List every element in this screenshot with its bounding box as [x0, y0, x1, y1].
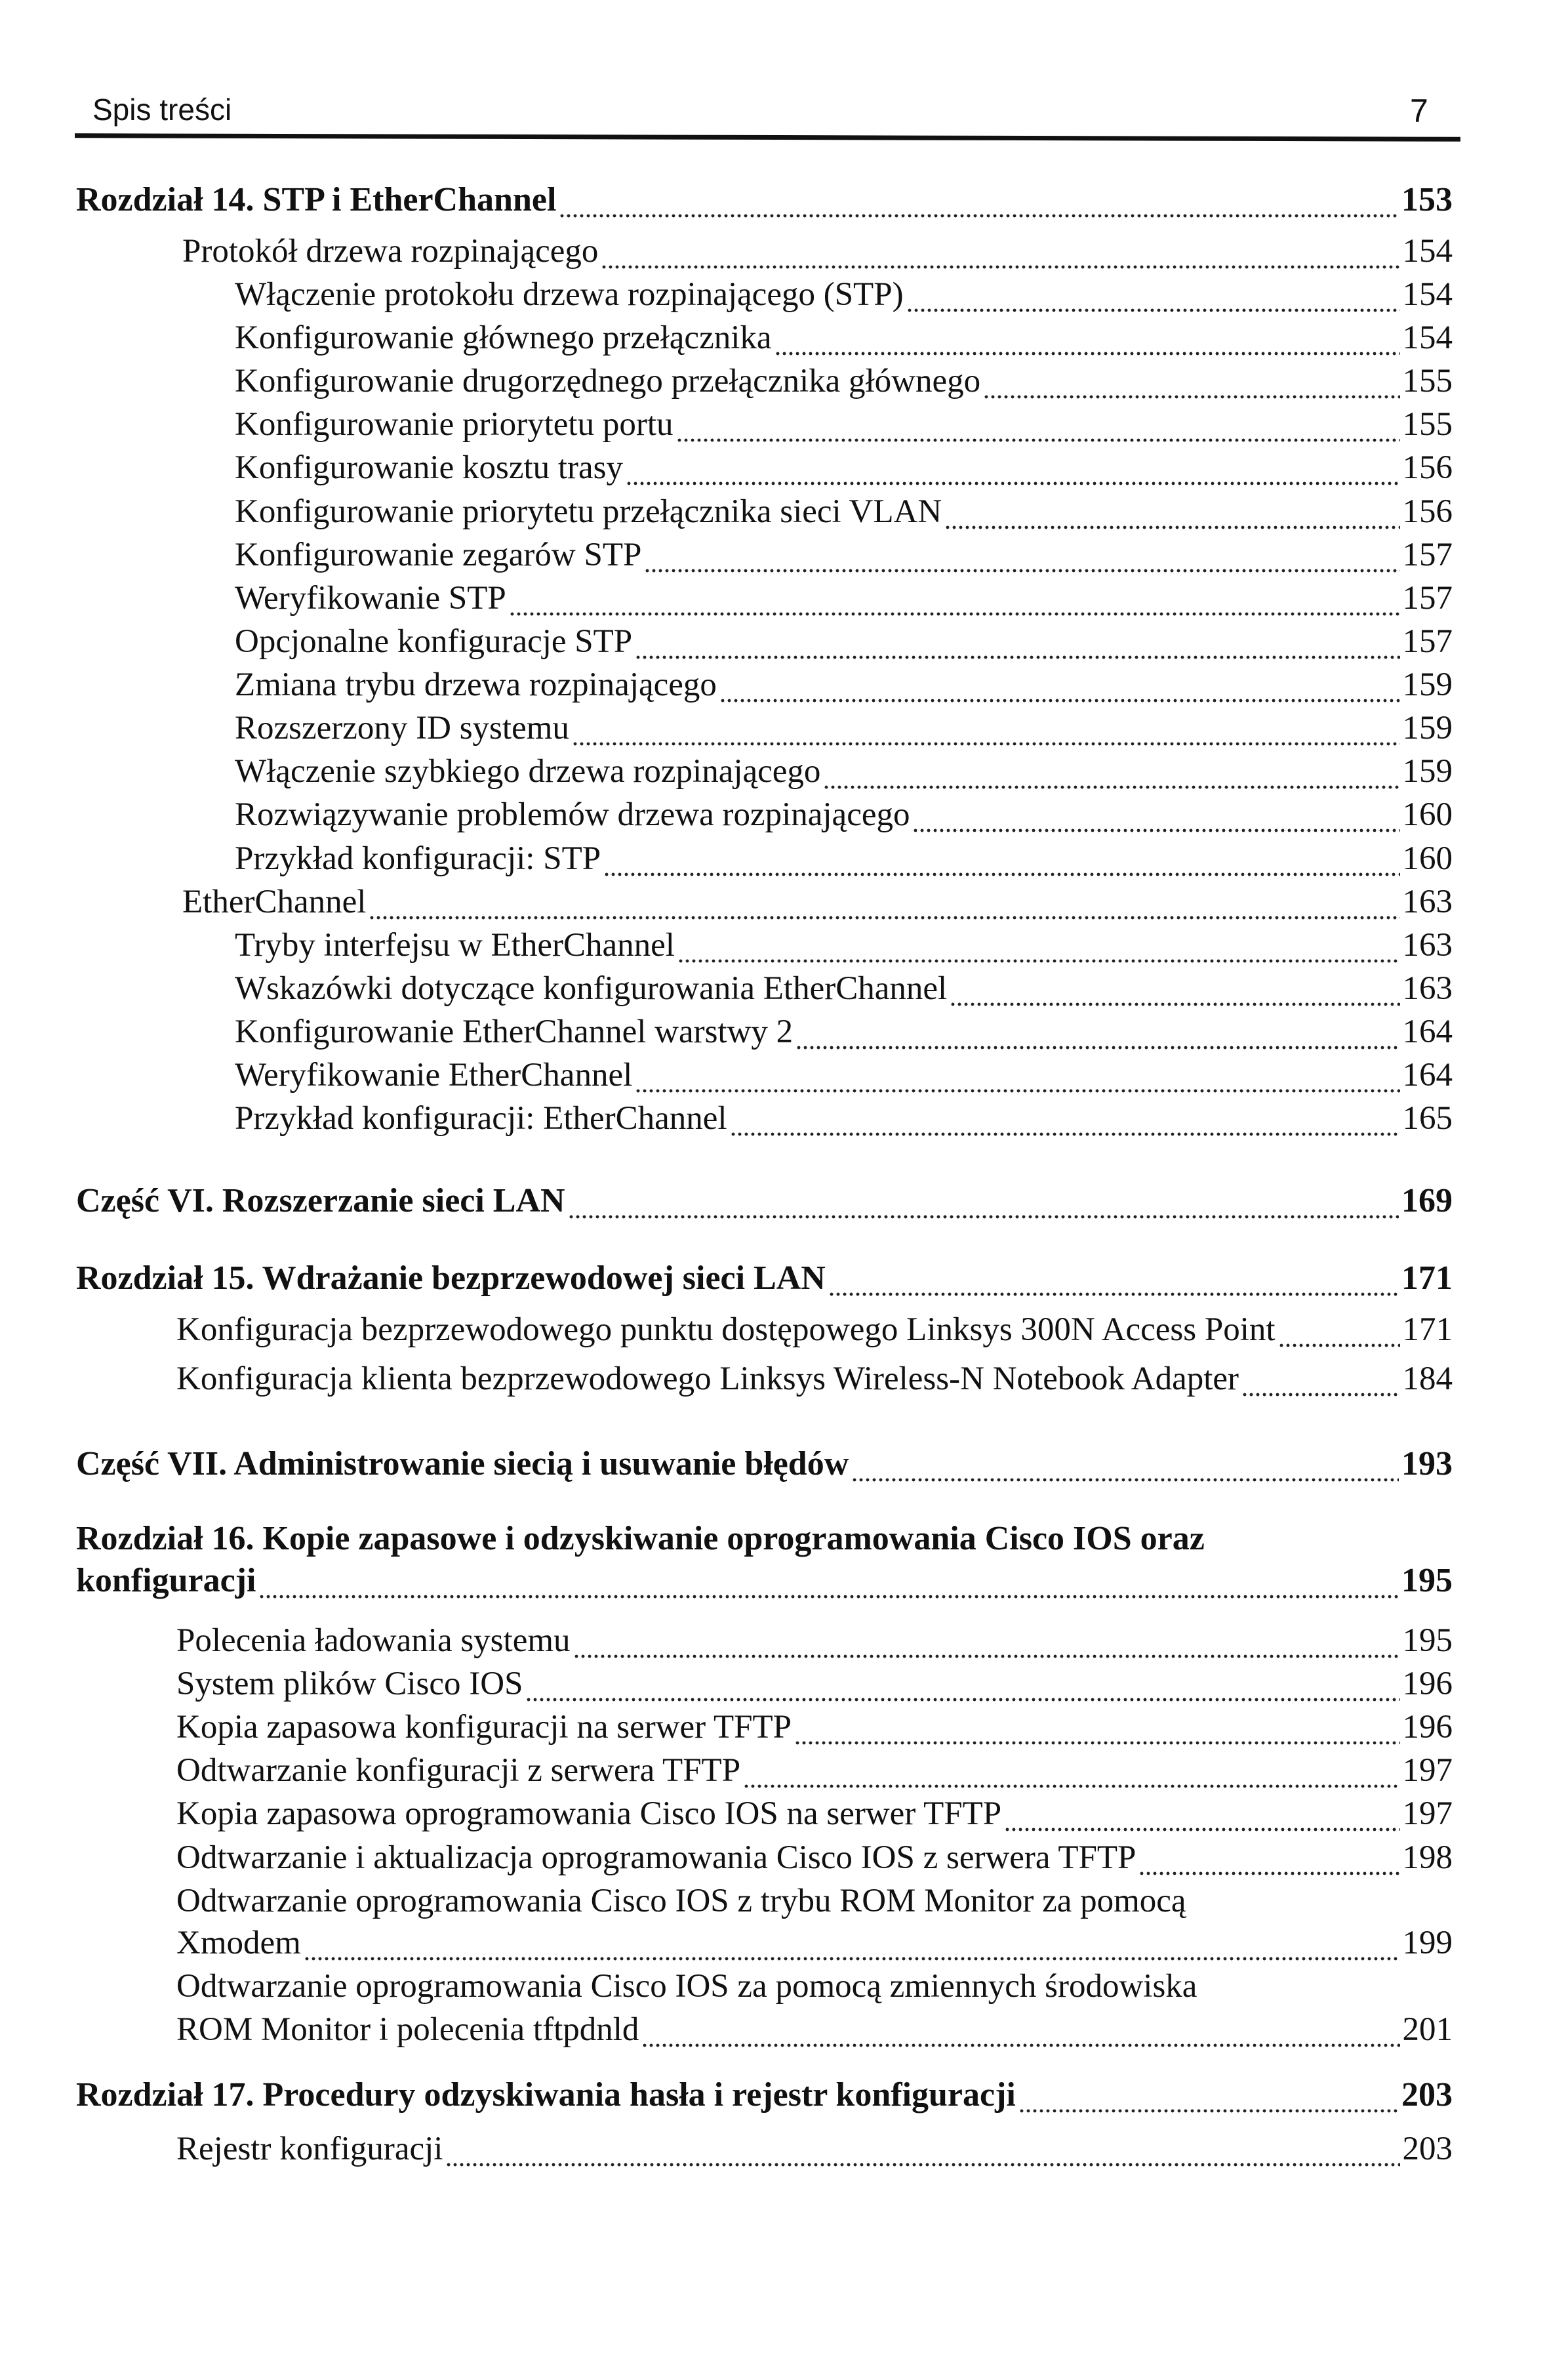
- dot-leader: [719, 663, 1400, 706]
- toc-entry-page: 184: [1402, 1360, 1453, 1397]
- toc-entry-title: Konfiguracja klienta bezprzewodowego Linksys Wireless-N Notebook Adapter: [176, 1360, 1239, 1397]
- toc-entry: [235, 663, 1453, 706]
- dot-leader: [676, 403, 1400, 446]
- dot-leader: [912, 793, 1399, 836]
- toc-entry: [182, 880, 1453, 924]
- toc-entry-page: 197: [1402, 1795, 1453, 1832]
- toc-entry: [235, 359, 1453, 403]
- toc-entry-page: 163: [1402, 970, 1453, 1007]
- dot-leader: [1241, 1357, 1399, 1400]
- dot-leader: [525, 1662, 1399, 1706]
- toc-entry-title: Odtwarzanie oprogramowania Cisco IOS z trybu ROM Monitor za pomocą: [176, 1883, 1186, 1919]
- toc-entry-title: Konfigurowanie głównego przełącznika: [235, 319, 772, 356]
- toc-entry-page: 196: [1402, 1709, 1453, 1746]
- toc-heading-entry: [76, 2074, 1453, 2117]
- dot-leader: [445, 2127, 1399, 2171]
- dot-leader: [304, 1921, 1400, 1965]
- dot-leader: [1138, 1836, 1399, 1879]
- toc-entry: [235, 750, 1453, 793]
- toc-entry-page: 164: [1402, 1057, 1453, 1093]
- toc-entry-page: 159: [1402, 753, 1453, 790]
- toc-entry-page: 193: [1401, 1445, 1453, 1482]
- toc-entry-page: 153: [1401, 181, 1453, 218]
- toc-entry-title: Włączenie szybkiego drzewa rozpinającego: [235, 753, 821, 790]
- toc-entry-page: 165: [1402, 1100, 1453, 1137]
- dot-leader: [601, 230, 1399, 273]
- toc-entry-title: Rozdział 16. Kopie zapasowe i odzyskiwanie oprogramowania Cisco IOS oraz: [76, 1520, 1205, 1557]
- toc-entry: [176, 1749, 1453, 1792]
- toc-entry: [176, 1357, 1453, 1400]
- toc-entry: [176, 1619, 1453, 1662]
- toc-entry-title: System plików Cisco IOS: [176, 1665, 523, 1702]
- toc-entry: [176, 1308, 1453, 1351]
- toc-entry-page: 159: [1402, 710, 1453, 746]
- dot-leader: [635, 1053, 1399, 1097]
- toc-entry: [235, 793, 1453, 836]
- toc-entry-page: 163: [1402, 927, 1453, 964]
- running-header-title: Spis treści: [92, 92, 232, 127]
- dot-leader: [369, 880, 1399, 924]
- toc-entry-page: 160: [1402, 840, 1453, 877]
- dot-leader: [1278, 1308, 1400, 1351]
- toc-entry-title: Kopia zapasowa konfiguracji na serwer TFTP: [176, 1709, 792, 1746]
- toc-entry-title: Konfiguracja bezprzewodowego punktu dostępowego Linksys 300N Access Point: [176, 1311, 1276, 1348]
- toc-entry-title: Część VI. Rozszerzanie sieci LAN: [76, 1182, 565, 1219]
- toc-entry-title: EtherChannel: [182, 884, 367, 920]
- header-rule: [75, 133, 1460, 142]
- toc-entry-title: Włączenie protokołu drzewa rozpinającego (STP): [235, 276, 904, 313]
- toc-entry: [176, 1706, 1453, 1749]
- toc-entry-title: Przykład konfiguracji: STP: [235, 840, 601, 877]
- toc-entry-page: 169: [1401, 1182, 1453, 1219]
- dot-leader: [743, 1749, 1399, 1792]
- toc-entry-page: 199: [1402, 1925, 1453, 1961]
- toc-entry-page: 154: [1402, 233, 1453, 270]
- toc-entry-title: Konfigurowanie priorytetu portu: [235, 406, 673, 443]
- toc-entry-title: Xmodem: [176, 1925, 301, 1961]
- toc-entry-title: Weryfikowanie STP: [235, 580, 506, 617]
- dot-leader: [258, 1559, 1399, 1603]
- toc-entry-page: 157: [1402, 537, 1453, 573]
- toc-entry-page: 171: [1402, 1311, 1453, 1348]
- dot-leader: [774, 316, 1400, 359]
- toc-entry: [235, 1010, 1453, 1053]
- dot-leader: [626, 446, 1399, 489]
- toc-entry-page: 154: [1402, 276, 1453, 313]
- dot-leader: [1018, 2074, 1399, 2117]
- toc-entry-title: Kopia zapasowa oprogramowania Cisco IOS na serwer TFTP: [176, 1795, 1002, 1832]
- toc-heading-entry: [76, 1442, 1453, 1486]
- toc-entry: [176, 1921, 1453, 1965]
- toc-entry-title: Część VII. Administrowanie siecią i usuwanie błędów: [76, 1445, 849, 1482]
- toc-entry-page: 154: [1402, 319, 1453, 356]
- dot-leader: [641, 2008, 1399, 2051]
- toc-entry: [176, 2127, 1453, 2171]
- toc-entry: [235, 446, 1453, 489]
- toc-entry: [235, 620, 1453, 663]
- toc-entry-title: Konfigurowanie drugorzędnego przełącznika głównego: [235, 363, 981, 399]
- page-number: 7: [1410, 92, 1428, 129]
- dot-leader: [573, 1619, 1400, 1662]
- dot-leader: [944, 490, 1399, 533]
- toc-entry: [235, 967, 1453, 1010]
- toc-heading-entry: [76, 1257, 1453, 1300]
- toc-entry-title: Odtwarzanie i aktualizacja oprogramowania Cisco IOS z serwera TFTP: [176, 1839, 1136, 1876]
- toc-entry-page: 156: [1402, 493, 1453, 530]
- toc-entry-title: Polecenia ładowania systemu: [176, 1622, 571, 1659]
- toc-entry: [235, 403, 1453, 446]
- toc-entry: [235, 316, 1453, 359]
- toc-entry: [176, 1879, 1453, 1923]
- toc-entry-page: 157: [1402, 580, 1453, 617]
- toc-entry-title: konfiguracji: [76, 1562, 256, 1599]
- toc-entry: [235, 533, 1453, 577]
- toc-entry: [235, 273, 1453, 316]
- toc-entry: [235, 837, 1453, 880]
- toc-entry-title: Konfigurowanie zegarów STP: [235, 537, 642, 573]
- dot-leader: [635, 620, 1399, 663]
- dot-leader: [559, 178, 1399, 222]
- toc-entry-title: Konfigurowanie priorytetu przełącznika sieci VLAN: [235, 493, 942, 530]
- toc-entry-page: 155: [1402, 406, 1453, 443]
- toc-entry-title: Rozwiązywanie problemów drzewa rozpinającego: [235, 796, 910, 833]
- toc-entry-page: 203: [1402, 2131, 1453, 2167]
- toc-entry-page: 171: [1401, 1259, 1453, 1297]
- dot-leader: [677, 924, 1400, 967]
- toc-entry-title: Rejestr konfiguracji: [176, 2131, 443, 2167]
- toc-entry-page: 155: [1402, 363, 1453, 399]
- toc-entry-page: 197: [1402, 1752, 1453, 1789]
- toc-heading-entry: [76, 1179, 1453, 1223]
- toc-heading-entry: [76, 1559, 1453, 1603]
- toc-heading-entry: [76, 1517, 1453, 1561]
- toc-entry: [176, 2008, 1453, 2051]
- dot-leader: [823, 750, 1399, 793]
- toc-entry: [176, 1965, 1453, 2008]
- dot-leader: [851, 1442, 1399, 1486]
- toc-entry: [176, 1792, 1453, 1835]
- dot-leader: [794, 1706, 1399, 1749]
- toc-entry-title: Odtwarzanie konfiguracji z serwera TFTP: [176, 1752, 741, 1789]
- toc-entry-title: Przykład konfiguracji: EtherChannel: [235, 1100, 727, 1137]
- toc-entry: [176, 1836, 1453, 1879]
- toc-heading-entry: [76, 178, 1453, 222]
- toc-entry-title: Rozdział 17. Procedury odzyskiwania hasła i rejestr konfiguracji: [76, 2076, 1016, 2114]
- toc-entry-page: 196: [1402, 1665, 1453, 1702]
- toc-entry-page: 160: [1402, 796, 1453, 833]
- toc-entry: [182, 230, 1453, 273]
- toc-entry-title: Tryby interfejsu w EtherChannel: [235, 927, 675, 964]
- dot-leader: [950, 967, 1399, 1010]
- toc-entry-page: 203: [1401, 2076, 1453, 2114]
- toc-entry-title: Odtwarzanie oprogramowania Cisco IOS za pomocą zmiennych środowiska: [176, 1968, 1197, 2005]
- toc-entry-title: Rozdział 15. Wdrażanie bezprzewodowej sieci LAN: [76, 1259, 826, 1297]
- toc-entry-page: 201: [1402, 2011, 1453, 2048]
- toc-entry-title: Konfigurowanie kosztu trasy: [235, 449, 624, 486]
- dot-leader: [906, 273, 1400, 316]
- toc-entry-title: Rozszerzony ID systemu: [235, 710, 569, 746]
- toc-entry-page: 198: [1402, 1839, 1453, 1876]
- dot-leader: [828, 1257, 1399, 1300]
- dot-leader: [644, 533, 1399, 577]
- toc-entry-page: 195: [1401, 1562, 1453, 1599]
- dot-leader: [795, 1010, 1399, 1053]
- dot-leader: [983, 359, 1399, 403]
- toc-entry-title: Rozdział 14. STP i EtherChannel: [76, 181, 557, 218]
- toc-entry-page: 163: [1402, 884, 1453, 920]
- toc-entry: [176, 1662, 1453, 1706]
- toc-entry: [235, 924, 1453, 967]
- toc-entry: [235, 577, 1453, 620]
- toc-entry-page: 164: [1402, 1013, 1453, 1050]
- toc-entry: [235, 706, 1453, 750]
- toc-entry-title: Weryfikowanie EtherChannel: [235, 1057, 633, 1093]
- dot-leader: [572, 706, 1400, 750]
- toc-entry-page: 157: [1402, 623, 1453, 660]
- dot-leader: [603, 837, 1399, 880]
- toc-entry-title: Zmiana trybu drzewa rozpinającego: [235, 666, 717, 703]
- toc-entry-title: Konfigurowanie EtherChannel warstwy 2: [235, 1013, 794, 1050]
- toc-entry-page: 156: [1402, 449, 1453, 486]
- toc-entry-title: Protokół drzewa rozpinającego: [182, 233, 599, 270]
- toc-entry-title: Opcjonalne konfiguracje STP: [235, 623, 633, 660]
- toc-entry: [235, 1053, 1453, 1097]
- toc-entry-title: Wskazówki dotyczące konfigurowania EtherChannel: [235, 970, 948, 1007]
- dot-leader: [730, 1097, 1400, 1140]
- toc-entry-title: ROM Monitor i polecenia tftpdnld: [176, 2011, 639, 2048]
- toc-entry-page: 195: [1402, 1622, 1453, 1659]
- dot-leader: [568, 1179, 1399, 1223]
- toc-entry-page: 159: [1402, 666, 1453, 703]
- toc-entry: [235, 1097, 1453, 1140]
- dot-leader: [1004, 1792, 1399, 1835]
- toc-entry: [235, 490, 1453, 533]
- dot-leader: [509, 577, 1400, 620]
